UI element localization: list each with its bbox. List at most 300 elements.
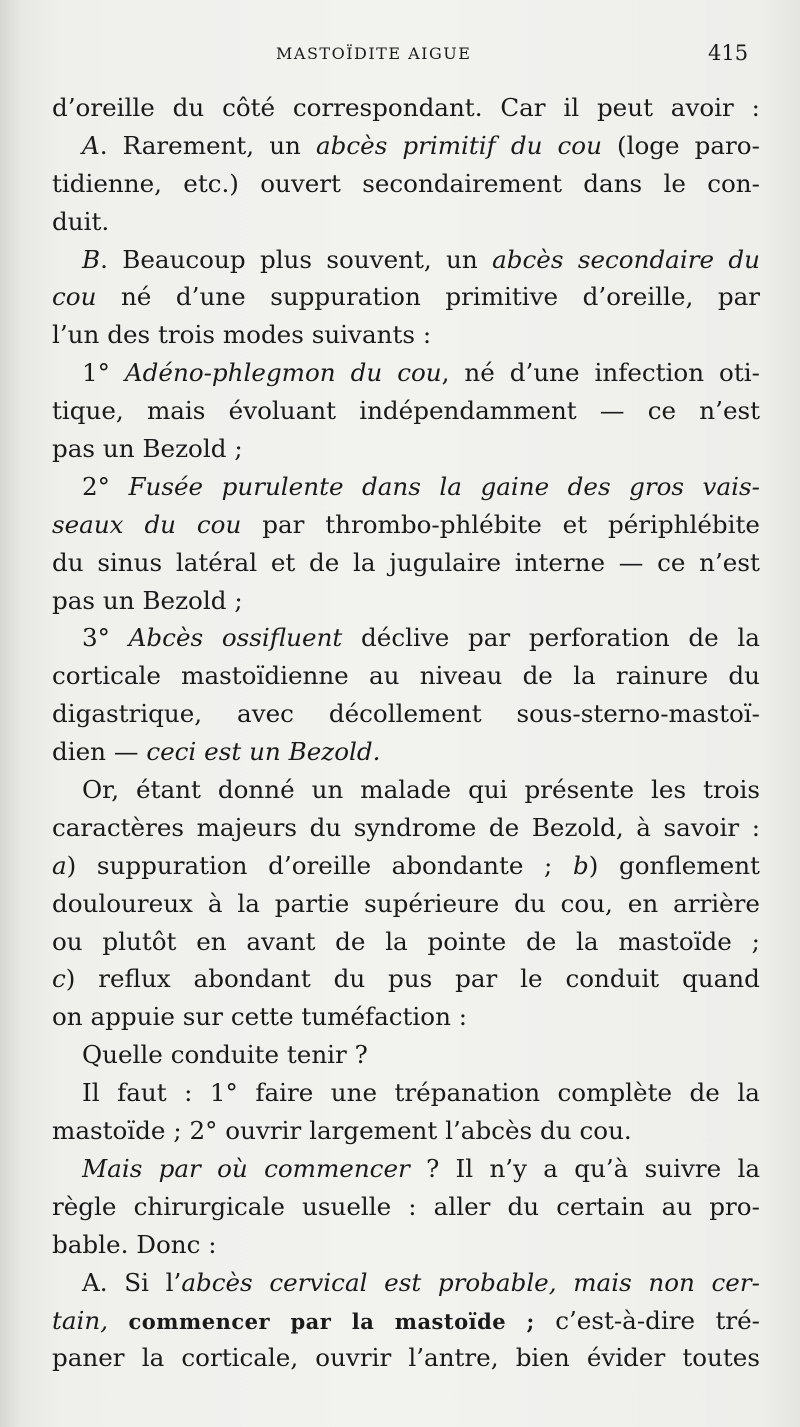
italic-text: ceci: [146, 737, 197, 767]
text-run: .: [100, 244, 108, 274]
word: [183, 998, 223, 1036]
word: [510, 354, 580, 392]
text-run: ce: [657, 547, 686, 577]
word: [715, 1302, 760, 1340]
text-run: savoir: [663, 812, 740, 842]
text-run: :: [422, 320, 432, 350]
word: [52, 998, 83, 1036]
word: [208, 1226, 216, 1264]
word: [269, 127, 301, 165]
word: [82, 127, 108, 165]
word: [523, 657, 553, 695]
text-run: il: [563, 93, 580, 122]
text-run: donné: [217, 775, 295, 805]
text-run: ;: [234, 434, 243, 464]
text-run: primitive: [445, 282, 559, 312]
text-run: de: [525, 926, 557, 956]
text-run: corticale: [52, 661, 161, 691]
word: [217, 1150, 248, 1188]
word: [334, 960, 366, 998]
word: [173, 89, 205, 127]
text-run: paro-: [694, 130, 760, 160]
text-run: la: [576, 926, 599, 956]
text-run: Or,: [82, 775, 120, 805]
word: [395, 1074, 541, 1112]
word: [703, 468, 760, 506]
word: [456, 1150, 474, 1188]
text-run: pus: [388, 964, 433, 994]
word: [718, 278, 760, 316]
text-run: une: [330, 1078, 378, 1108]
italic-text: un: [249, 737, 281, 767]
word: [351, 354, 383, 392]
word: [222, 89, 275, 127]
text-run: Si: [124, 1267, 149, 1297]
text-run: la: [353, 547, 376, 577]
text-run: le: [520, 964, 543, 994]
text-run: d’oreille,: [582, 282, 694, 312]
italic-text: cer-: [711, 1267, 760, 1297]
text-run: supérieure: [364, 888, 500, 918]
word: [682, 960, 760, 998]
text-run: un: [102, 434, 135, 464]
text-run: aller: [433, 1191, 491, 1221]
italic-text: cervical: [269, 1267, 368, 1297]
word: [699, 392, 760, 430]
word: [695, 127, 760, 165]
word: [616, 657, 708, 695]
text-run: ): [588, 850, 599, 880]
word: [52, 1188, 116, 1226]
italic-text: Fusée: [128, 471, 204, 501]
word: [114, 733, 139, 771]
word: [388, 960, 432, 998]
word: [427, 923, 506, 961]
text-run: ,: [441, 358, 450, 388]
word: [583, 165, 642, 203]
word: [392, 847, 524, 885]
word: [260, 241, 312, 279]
word: [231, 998, 294, 1036]
text-run: ou: [52, 926, 83, 956]
text-run: duit.: [52, 206, 110, 236]
text-run: ?: [426, 1153, 440, 1183]
text-line: [52, 1339, 760, 1377]
text-run: ouvrir: [225, 1116, 302, 1146]
text-run: suivants: [311, 320, 415, 350]
text-run: d’oreille: [52, 93, 155, 122]
word: [97, 544, 162, 582]
word: [237, 885, 260, 923]
italic-text: du: [144, 509, 177, 539]
text-run: etc.): [183, 168, 239, 198]
word: [82, 241, 108, 279]
text-run: 2°: [189, 1116, 218, 1146]
text-run: l’: [165, 1267, 182, 1297]
word: [208, 885, 223, 923]
word: [264, 1150, 410, 1188]
text-run: gonflement: [618, 850, 760, 880]
text-run: sinus: [97, 547, 163, 577]
word: [229, 392, 336, 430]
word: [544, 847, 552, 885]
italic-text: la: [439, 471, 462, 501]
text-run: on: [52, 1002, 83, 1032]
text-run: des: [107, 320, 151, 350]
word: [275, 885, 349, 923]
text-run: Donc: [136, 1229, 201, 1259]
italic-text: Abcès: [128, 623, 204, 653]
text-line: [52, 582, 760, 620]
word: [579, 1112, 631, 1150]
text-run: indépendamment: [359, 396, 577, 426]
text-run: évoluant: [228, 396, 336, 426]
text-run: un: [102, 585, 135, 615]
word: [446, 241, 478, 279]
text-run: infection: [594, 358, 705, 388]
text-line: [52, 885, 760, 923]
word: [526, 923, 556, 961]
word: [260, 165, 341, 203]
word: [364, 885, 499, 923]
text-line: [52, 619, 760, 657]
word: [52, 316, 99, 354]
word: [576, 923, 599, 961]
text-run: —: [618, 547, 644, 577]
word: [270, 278, 421, 316]
text-run: ce: [647, 396, 677, 426]
word: [309, 1112, 437, 1150]
text-run: du: [309, 812, 342, 842]
text-run: jugulaire: [389, 547, 502, 577]
word: [563, 89, 579, 127]
word: [709, 1188, 760, 1226]
word: [52, 582, 95, 620]
text-run: l’abcès: [445, 1116, 533, 1146]
bold-text: commencer: [128, 1308, 271, 1334]
word: [648, 392, 676, 430]
italic-text: tain,: [52, 1305, 109, 1335]
text-run: de: [308, 547, 340, 577]
text-run: corticale,: [181, 1343, 299, 1373]
word: [52, 544, 84, 582]
text-run: digastrique,: [52, 699, 203, 729]
text-run: faire: [255, 1078, 314, 1108]
word: [312, 316, 415, 354]
text-run: caractères: [52, 812, 184, 842]
text-run: pas: [52, 434, 96, 464]
italic-text: seaux: [52, 509, 124, 539]
word: [360, 771, 451, 809]
text-run: ;: [173, 1116, 182, 1146]
text-run: du: [514, 888, 546, 918]
text-run: Bezold,: [531, 812, 624, 842]
text-run: plutôt: [102, 926, 177, 956]
italic-text: des: [567, 471, 611, 501]
italic-text: cou: [196, 509, 242, 539]
text-run: con-: [707, 168, 760, 198]
text-run: reflux: [98, 964, 171, 994]
word: [52, 885, 193, 923]
text-run: abondante: [391, 850, 524, 880]
text-run: quand: [682, 964, 760, 994]
word: [369, 657, 400, 695]
word: [671, 89, 734, 127]
text-run: avec: [237, 699, 294, 729]
word: [197, 809, 297, 847]
text-line: [52, 923, 760, 961]
text-run: ;: [751, 926, 760, 956]
italic-text: du: [350, 358, 383, 388]
text-run: suppuration: [270, 282, 421, 312]
word: [354, 809, 477, 847]
word: [455, 960, 497, 998]
word: [309, 544, 339, 582]
text-run: de: [335, 926, 366, 956]
text-run: avant: [246, 926, 316, 956]
word: [525, 771, 635, 809]
text-run: :: [184, 1078, 193, 1108]
word: [664, 809, 740, 847]
text-run: Il: [455, 1153, 474, 1183]
text-run: A.: [82, 1267, 108, 1297]
word: [752, 89, 760, 127]
italic-text: dans: [362, 471, 421, 501]
word: [103, 430, 135, 468]
text-run: ;: [544, 850, 553, 880]
word: [158, 316, 215, 354]
text-run: un: [311, 775, 344, 805]
italic-text: abcès: [492, 244, 564, 274]
text-run: n’est: [699, 396, 760, 426]
text-run: conduit: [565, 964, 660, 994]
text-run: côté: [222, 93, 276, 122]
text-run: né: [464, 358, 495, 388]
word: [662, 1188, 693, 1226]
word: [293, 89, 483, 127]
italic-text: abcès: [181, 1267, 253, 1297]
text-run: le: [663, 168, 686, 198]
text-line: [52, 127, 760, 165]
word: [159, 1150, 201, 1188]
bold-text: ;: [526, 1308, 535, 1334]
text-line: [52, 695, 760, 733]
text-run: bable.: [52, 1229, 129, 1259]
text-run: un: [269, 130, 301, 160]
text-run: au: [368, 661, 400, 691]
word: [249, 733, 281, 771]
word: [540, 1112, 572, 1150]
word: [136, 1226, 200, 1264]
text-line: [52, 1112, 760, 1150]
word: [445, 278, 558, 316]
word: [52, 923, 83, 961]
text-run: n’y: [489, 1153, 527, 1183]
text-run: oti-: [719, 358, 760, 388]
word: [136, 771, 201, 809]
text-run: né: [120, 282, 152, 312]
word: [657, 544, 685, 582]
word: [423, 316, 431, 354]
word: [492, 241, 563, 279]
bold-text: mastoïde: [394, 1308, 507, 1334]
text-run: l’antre,: [408, 1343, 499, 1373]
word: [197, 506, 241, 544]
text-run: tique,: [52, 396, 124, 426]
word: [628, 885, 658, 923]
text-run: peut: [596, 93, 653, 122]
text-run: syndrome: [353, 812, 477, 842]
word: [268, 847, 371, 885]
text-run: avoir: [670, 93, 734, 122]
word: [82, 771, 119, 809]
text-run: :: [408, 1191, 417, 1221]
text-run: tidienne,: [52, 168, 162, 198]
word: [82, 1150, 142, 1188]
word: [619, 847, 760, 885]
word: [181, 657, 349, 695]
text-line: [52, 89, 760, 127]
word: [255, 1074, 313, 1112]
word: [508, 1188, 540, 1226]
word: [464, 354, 494, 392]
text-run: majeurs: [196, 812, 297, 842]
italic-text: B: [82, 244, 101, 274]
word: [408, 1339, 498, 1377]
word: [468, 771, 507, 809]
word: [312, 771, 344, 809]
word: [142, 430, 226, 468]
text-run: trois: [703, 775, 760, 805]
word: [629, 468, 684, 506]
text-line: [52, 847, 760, 885]
text-run: qu’à: [574, 1153, 629, 1183]
text-run: sous-sterno-mastoï-: [516, 699, 760, 729]
text-run: de: [522, 661, 553, 691]
word: [52, 1339, 125, 1377]
italic-text: est: [384, 1267, 422, 1297]
text-run: mastoïdienne: [181, 661, 349, 691]
word: [204, 733, 241, 771]
word: [128, 468, 203, 506]
word: [225, 1112, 301, 1150]
text-run: souvent,: [326, 244, 432, 274]
text-line: [52, 316, 760, 354]
word: [352, 1302, 375, 1340]
text-run: par: [262, 509, 305, 539]
word: [222, 619, 342, 657]
word: [52, 847, 76, 885]
text-run: correspondant.: [292, 93, 483, 122]
italic-text: secondaire: [577, 244, 715, 274]
word: [271, 544, 295, 582]
text-run: et: [562, 509, 588, 539]
text-run: (loge: [616, 130, 680, 160]
word: [123, 127, 254, 165]
word: [515, 544, 605, 582]
word: [728, 657, 760, 695]
text-run: chirurgicale: [133, 1191, 285, 1221]
word: [737, 1150, 760, 1188]
word: [52, 278, 96, 316]
word: [558, 127, 602, 165]
text-run: ;: [234, 585, 243, 615]
text-line: [52, 354, 760, 392]
word: [583, 278, 694, 316]
page-number: 415: [708, 41, 749, 65]
text-run: en: [196, 926, 227, 956]
text-run: d’une: [509, 358, 580, 388]
word: [468, 619, 510, 657]
word: [335, 923, 365, 961]
word: [527, 1302, 535, 1340]
text-run: déclive: [361, 623, 450, 653]
italic-text: cou: [397, 358, 442, 388]
text-line: [52, 771, 760, 809]
text-run: par: [717, 282, 760, 312]
word: [362, 165, 562, 203]
text-run: plus: [259, 244, 313, 274]
word: [385, 923, 408, 961]
italic-text: gros: [629, 471, 685, 501]
word: [359, 392, 576, 430]
word: [134, 1188, 285, 1226]
word: [246, 923, 315, 961]
word: [608, 506, 760, 544]
word: [690, 1074, 720, 1112]
text-run: rainure: [615, 661, 709, 691]
italic-text: du: [728, 244, 760, 274]
word: [329, 695, 482, 733]
word: [395, 1302, 506, 1340]
italic-text: par: [158, 1153, 201, 1183]
text-run: la: [737, 1078, 760, 1108]
text-run: par: [455, 964, 498, 994]
text-run: tré-: [715, 1305, 760, 1335]
text-run: .: [99, 130, 108, 160]
word: [728, 241, 760, 279]
text-line: [52, 1074, 760, 1112]
text-run: secondairement: [362, 168, 562, 198]
text-line: [52, 506, 760, 544]
text-run: la: [141, 1343, 165, 1373]
word: [128, 1302, 270, 1340]
word: [619, 544, 644, 582]
text-run: Car: [500, 93, 546, 122]
word: [568, 468, 611, 506]
text-line: [52, 1264, 760, 1302]
word: [397, 354, 449, 392]
text-run: du: [52, 547, 84, 577]
text-run: —: [599, 396, 625, 426]
word: [52, 695, 202, 733]
italic-text: cou: [557, 130, 602, 160]
italic-text: est: [204, 737, 242, 767]
word: [532, 809, 624, 847]
text-run: trois: [158, 320, 215, 350]
word: [402, 127, 495, 165]
text-run: perforation: [528, 623, 670, 653]
text-run: arrière: [673, 888, 760, 918]
text-line: [52, 430, 760, 468]
word: [189, 1112, 217, 1150]
word: [147, 392, 205, 430]
text-run: Beaucoup: [122, 244, 246, 274]
text-run: un: [446, 244, 478, 274]
word: [52, 392, 124, 430]
text-run: :: [458, 1002, 468, 1032]
word: [673, 885, 760, 923]
